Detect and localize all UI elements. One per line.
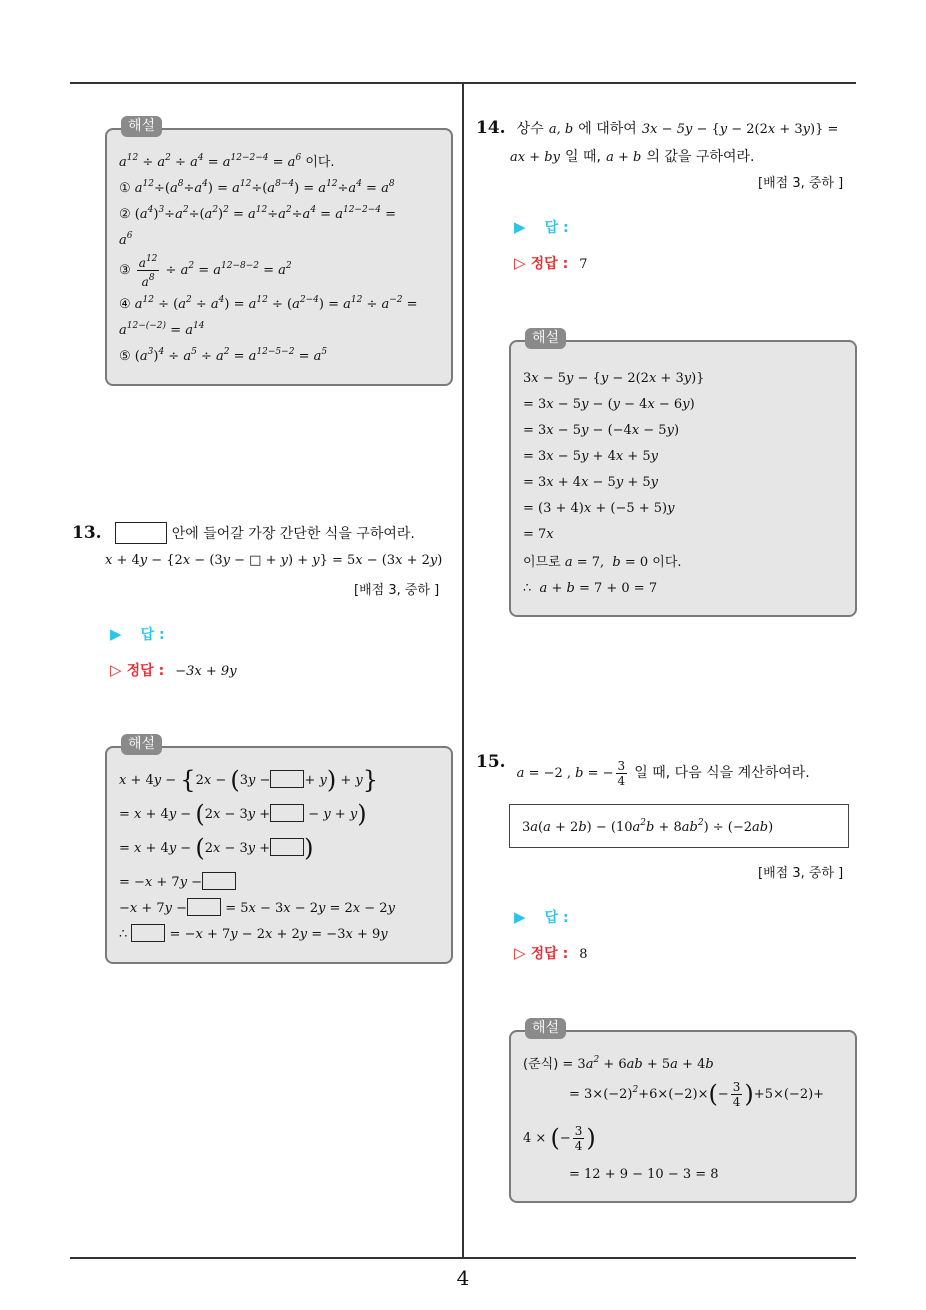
solution-tab: 해설 bbox=[121, 116, 162, 137]
q12-sol-line-1: $a^{12} \div a^2 \div a^4 = a^{12-2-4} = a^6$ 이다. bbox=[119, 153, 335, 170]
q14-solution-box bbox=[509, 330, 857, 617]
q13-sol-line-1: x + 4y − {2x − (3y − + y) + y} bbox=[119, 766, 378, 794]
q15-sol-line-3: 4 × (− $\frac{3}{4}$ ) bbox=[523, 1124, 596, 1153]
solution-tab: 해설 bbox=[525, 1018, 566, 1039]
q13-sol-line-6: ∴ = −x + 7y − 2x + 2y = −3x + 9y bbox=[119, 924, 388, 942]
q12-sol-line-4: ③ $\frac{a^{12}}{a^8}$ ÷ $a^2 = a^{12-8-2} = a^2$ bbox=[119, 254, 292, 289]
bottom-rule bbox=[70, 1257, 856, 1259]
q15-header: 15. a = −2 , b = − $\frac{3}{4}$ 일 때, 다음 식을 계산하여라. bbox=[476, 752, 810, 788]
q12-sol-line-3: ② $(a^4)^3\div a^2\div(a^2)^2 = a^{12}\div a^2\div a^4 = a^{12-2-4}$ = bbox=[119, 205, 396, 222]
q15-solution-box bbox=[509, 1020, 857, 1203]
q14-sol-suffix: 이다. bbox=[652, 555, 682, 570]
q13-prompt: 안에 들어갈 가장 간단한 식을 구하여라. bbox=[171, 526, 415, 542]
q15-correct-label: 정답 : bbox=[530, 946, 569, 962]
q14-sol-line-6: = (3 + 4)x + (−5 + 5)y bbox=[523, 501, 675, 516]
q14-sol-line-1: 3x − 5y − {y − 2(2x + 3y)} bbox=[523, 371, 705, 386]
q12-sol-line-6: ⑤ $(a^3)^4 \div a^5 \div a^2 = a^{12-5-2} = a^5$ bbox=[119, 347, 328, 364]
q13-equation: x + 4y − {2x − (3y − □ + y) + y} = 5x − (3x + 2y) bbox=[105, 553, 443, 568]
q12-sol-suffix: 이다. bbox=[305, 155, 335, 170]
q14-correct-row bbox=[514, 253, 588, 273]
q13-score: [배점 3, 중하 ] bbox=[354, 583, 440, 598]
q13-correct-label: 정답 : bbox=[126, 663, 165, 679]
q14-number: 14. bbox=[476, 118, 506, 138]
solution-tab: 해설 bbox=[525, 328, 566, 349]
q15-sol-label: (준식) bbox=[523, 1057, 559, 1072]
q14-answer-row bbox=[514, 217, 569, 237]
q14-prompt-b: 에 대하여 bbox=[578, 121, 637, 137]
q15-answer-row bbox=[514, 907, 569, 927]
q14-header: 14. 상수 a, b 에 대하여 3x − 5y − {y − 2(2x + 3y)} = bbox=[476, 118, 839, 138]
q15-score: [배점 3, 중하 ] bbox=[758, 866, 844, 881]
q15-number: 15. bbox=[476, 752, 506, 772]
q14-sol-line-4: = 3x − 5y + 4x + 5y bbox=[523, 449, 658, 464]
q14-sol-line-3: = 3x − 5y − (−4x − 5y) bbox=[523, 423, 680, 438]
q14-sol-line-5: = 3x + 4x − 5y + 5y bbox=[523, 475, 658, 490]
q12-sol-line-3b: $a^6$ bbox=[119, 231, 133, 248]
q13-sol-line-3: = x + 4y − (2x − 3y + ) bbox=[119, 834, 314, 862]
q15-correct-value: 8 bbox=[579, 947, 588, 962]
q14-sol-line-7: = 7x bbox=[523, 527, 554, 542]
correct-arrow-icon: ▷ bbox=[514, 254, 526, 272]
q14-sol-line-2: = 3x − 5y − (y − 4x − 6y) bbox=[523, 397, 695, 412]
column-divider bbox=[462, 82, 464, 1258]
q13-number: 13. bbox=[72, 523, 102, 543]
q14-correct-label: 정답 : bbox=[530, 256, 569, 272]
q13-sol-line-2: = x + 4y − (2x − 3y + − y + y) bbox=[119, 800, 367, 828]
q14-sol-line-9: ∴ a + b = 7 + 0 = 7 bbox=[523, 581, 658, 596]
q13-sol-line-4: = −x + 7y − bbox=[119, 872, 236, 890]
q14-line-2: ax + by 일 때, a + b 의 값을 구하여라. bbox=[510, 149, 755, 165]
q13-correct-row bbox=[110, 660, 237, 680]
q13-answer-label: 답 : bbox=[140, 627, 165, 643]
q12-sol-line-5: ④ $a^{12} \div (a^2 \div a^4) = a^{12} \div (a^{2-4}) = a^{12} \div a^{-2}$ = bbox=[119, 295, 418, 312]
q14-sol-prefix: 이므로 bbox=[523, 555, 561, 570]
q13-answer-row bbox=[110, 624, 165, 644]
answer-arrow-icon: ▶ bbox=[514, 218, 526, 236]
q15-correct-row bbox=[514, 943, 588, 963]
q14-answer-label: 답 : bbox=[544, 220, 569, 236]
correct-arrow-icon: ▷ bbox=[514, 944, 526, 962]
q14-prompt-a: 상수 bbox=[516, 121, 544, 137]
answer-arrow-icon: ▶ bbox=[514, 908, 526, 926]
q14-correct-value: 7 bbox=[579, 257, 588, 272]
q14-score: [배점 3, 중하 ] bbox=[758, 176, 844, 191]
q15-prompt: 일 때, 다음 식을 계산하여라. bbox=[634, 765, 810, 781]
q13-header bbox=[72, 522, 415, 544]
answer-arrow-icon: ▶ bbox=[110, 625, 122, 643]
q12-sol-line-5b: $a^{12-(-2)} = a^{14}$ bbox=[119, 321, 205, 338]
q15-sol-line-2: = $3\times(-2)^2+6\times(-2)\times(-$ $\frac{3}{4}$ )+5×(−2)+ bbox=[569, 1080, 825, 1109]
correct-arrow-icon: ▷ bbox=[110, 661, 122, 679]
q15-sol-line-4: = 12 + 9 − 10 − 3 = 8 bbox=[569, 1167, 719, 1182]
q13-sol-line-5: −x + 7y − = 5x − 3x − 2y = 2x − 2y bbox=[119, 898, 395, 916]
q15-answer-label: 답 : bbox=[544, 910, 569, 926]
q13-solution-box bbox=[105, 736, 453, 964]
q14-sol-line-8: 이므로 a = 7, b = 0 이다. bbox=[523, 555, 682, 570]
q12-sol-line-2: ① $a^{12}\div(a^8\div a^4) = a^{12}\div(a^{8-4}) = a^{12}\div a^4 = a^8$ bbox=[119, 179, 395, 196]
q14-prompt-c: 일 때, bbox=[565, 149, 601, 165]
q13-correct-value: −3x + 9y bbox=[175, 664, 237, 679]
page-number: 4 bbox=[456, 1266, 470, 1290]
q12-solution-box bbox=[105, 118, 453, 386]
solution-tab: 해설 bbox=[121, 734, 162, 755]
q13-blank-box bbox=[115, 522, 167, 544]
q15-sol-line-1: (준식) = $3a^2 + 6ab + 5a + 4b$ bbox=[523, 1055, 714, 1072]
q14-prompt-d: 의 값을 구하여라. bbox=[646, 149, 755, 165]
q15-expression-box: $3a(a + 2b) - (10a^2b + 8ab^2) \div (-2ab)$ bbox=[509, 804, 849, 848]
